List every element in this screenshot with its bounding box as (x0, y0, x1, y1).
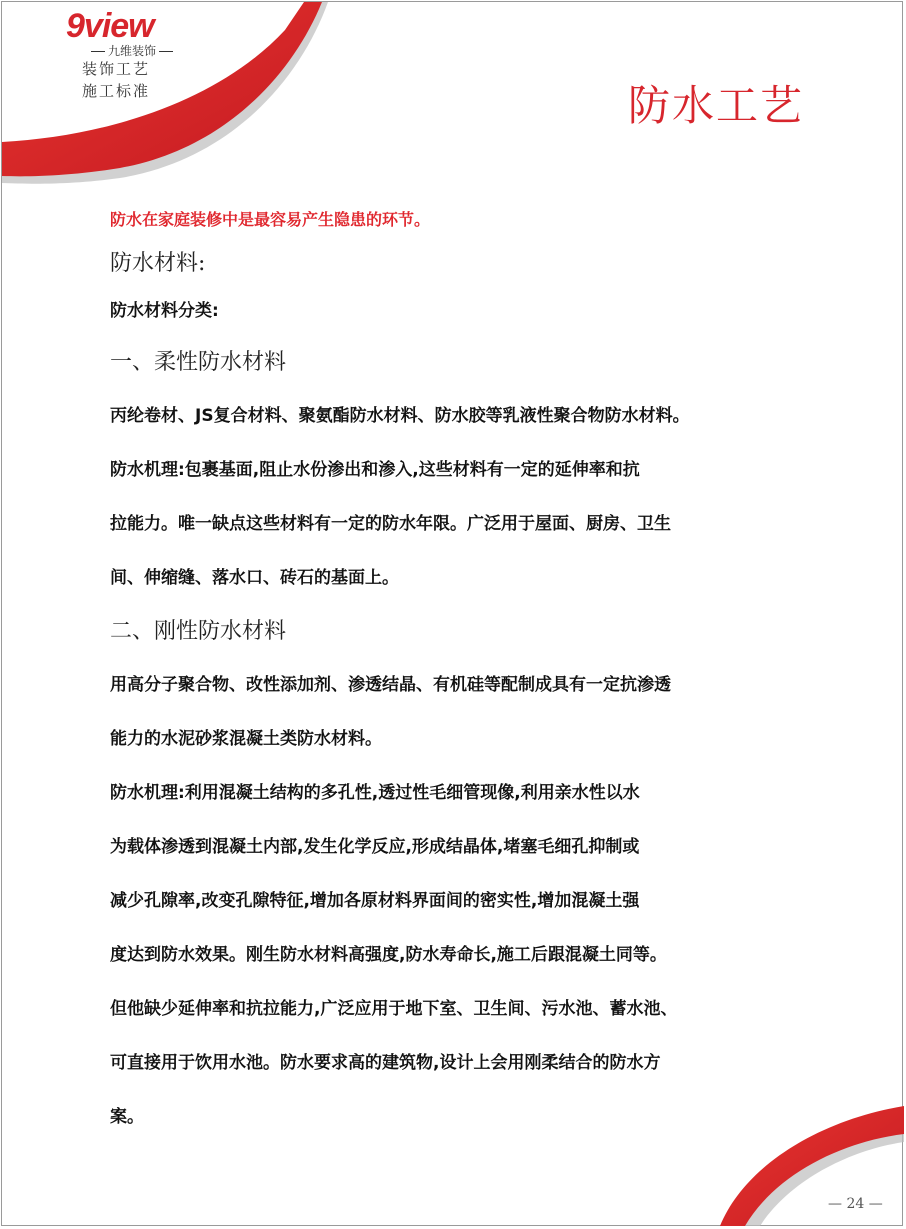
page-number: — 24 — (828, 1196, 883, 1212)
paragraph-line: 减少孔隙率,改变孔隙特征,增加各原材料界面间的密实性,增加混凝土强 (110, 891, 640, 911)
intro-text: 防水在家庭装修中是最容易产生隐患的环节。 (110, 210, 431, 229)
paragraph-line: 度达到防水效果。刚生防水材料高强度,防水寿命长,施工后跟混凝土同等。 (110, 945, 667, 965)
paragraph-line: 丙纶卷材、JS复合材料、聚氨酯防水材料、防水胶等乳液性聚合物防水材料。 (110, 406, 690, 426)
paragraph-line: 用高分子聚合物、改性添加剂、渗透结晶、有机硅等配制成具有一定抗渗透 (110, 675, 671, 695)
rigid-heading: 二、刚性防水材料 (110, 619, 287, 644)
section-heading: 防水材料: (110, 251, 206, 276)
tagline-line-1: 装饰工艺 (82, 60, 151, 78)
paragraph-line: 但他缺少延伸率和抗拉能力,广泛应用于地下室、卫生间、污水池、蓄水池、 (110, 999, 678, 1019)
paragraph-line: 防水机理:利用混凝土结构的多孔性,透过性毛细管现像,利用亲水性以水 (110, 783, 640, 803)
brand-logo (66, 8, 186, 58)
paragraph-line: 防水机理:包裹基面,阻止水份渗出和渗入,这些材料有一定的延伸率和抗 (110, 460, 640, 480)
paragraph-line: 间、伸缩缝、落水口、砖石的基面上。 (110, 568, 399, 588)
classification-heading: 防水材料分类: (110, 301, 219, 321)
paragraph-line: 为载体渗透到混凝土内部,发生化学反应,形成结晶体,堵塞毛细孔抑制或 (110, 837, 640, 857)
flexible-heading: 一、柔性防水材料 (110, 350, 287, 375)
page-title: 防水工艺 (628, 81, 805, 130)
paragraph-line: 拉能力。唯一缺点这些材料有一定的防水年限。广泛用于屋面、厨房、卫生 (110, 514, 671, 534)
tagline-line-2: 施工标准 (82, 82, 151, 100)
logo-wordmark: 9view (66, 7, 154, 45)
logo-chinese-name: 九维装饰 (88, 44, 176, 58)
paragraph-line: 可直接用于饮用水池。防水要求高的建筑物,设计上会用刚柔结合的防水方 (110, 1053, 661, 1073)
paragraph-line: 案。 (110, 1107, 144, 1127)
paragraph-line: 能力的水泥砂浆混凝土类防水材料。 (110, 729, 382, 749)
